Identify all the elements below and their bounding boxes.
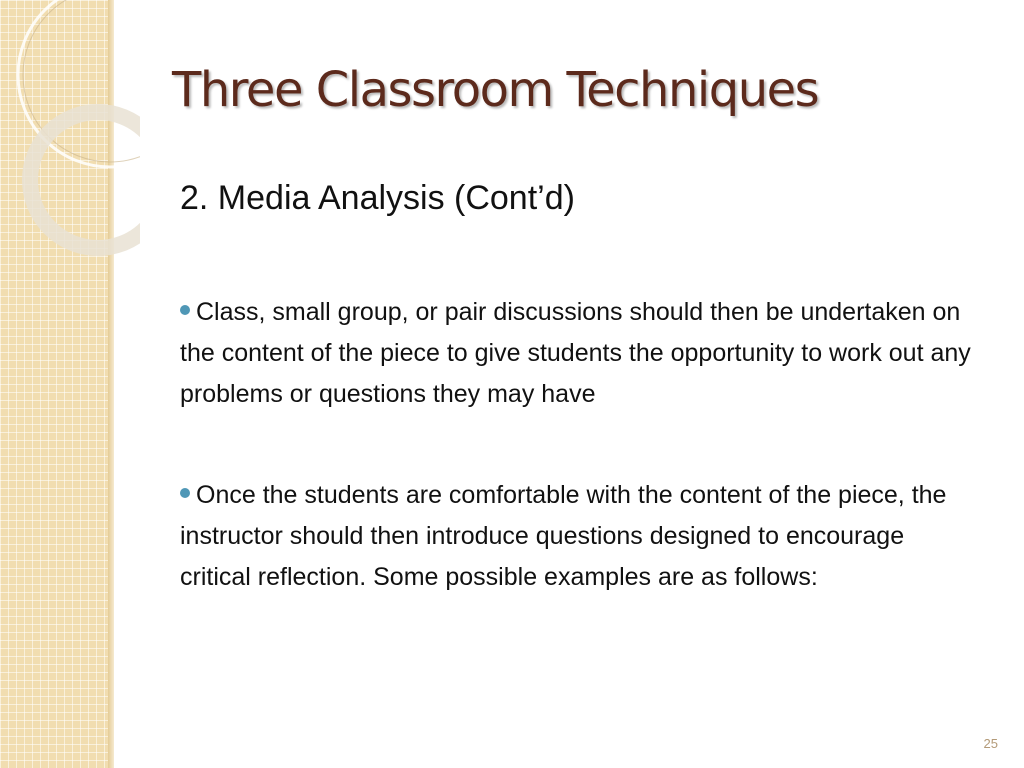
bullet-text: Class, small group, or pair discussions should then be undertaken on the content of the piece to give students the opportunity to work out any problems or questions they may have	[180, 298, 971, 408]
slide-title: Three Classroom Techniques	[172, 62, 819, 118]
bullet-dot-icon	[180, 488, 190, 498]
bullet-item	[180, 292, 980, 415]
slide-content	[180, 176, 980, 658]
bullet-item	[180, 475, 980, 598]
bullet-text: Once the students are comfortable with the content of the piece, the instructor should then introduce questions designed to encourage critical reflection. Some possible examples are as follows:	[180, 481, 947, 591]
decorative-rings	[0, 0, 140, 260]
section-subheading: 2. Media Analysis (Cont’d)	[180, 179, 575, 217]
slide-number: 25	[983, 736, 998, 751]
bullet-dot-icon	[180, 305, 190, 315]
